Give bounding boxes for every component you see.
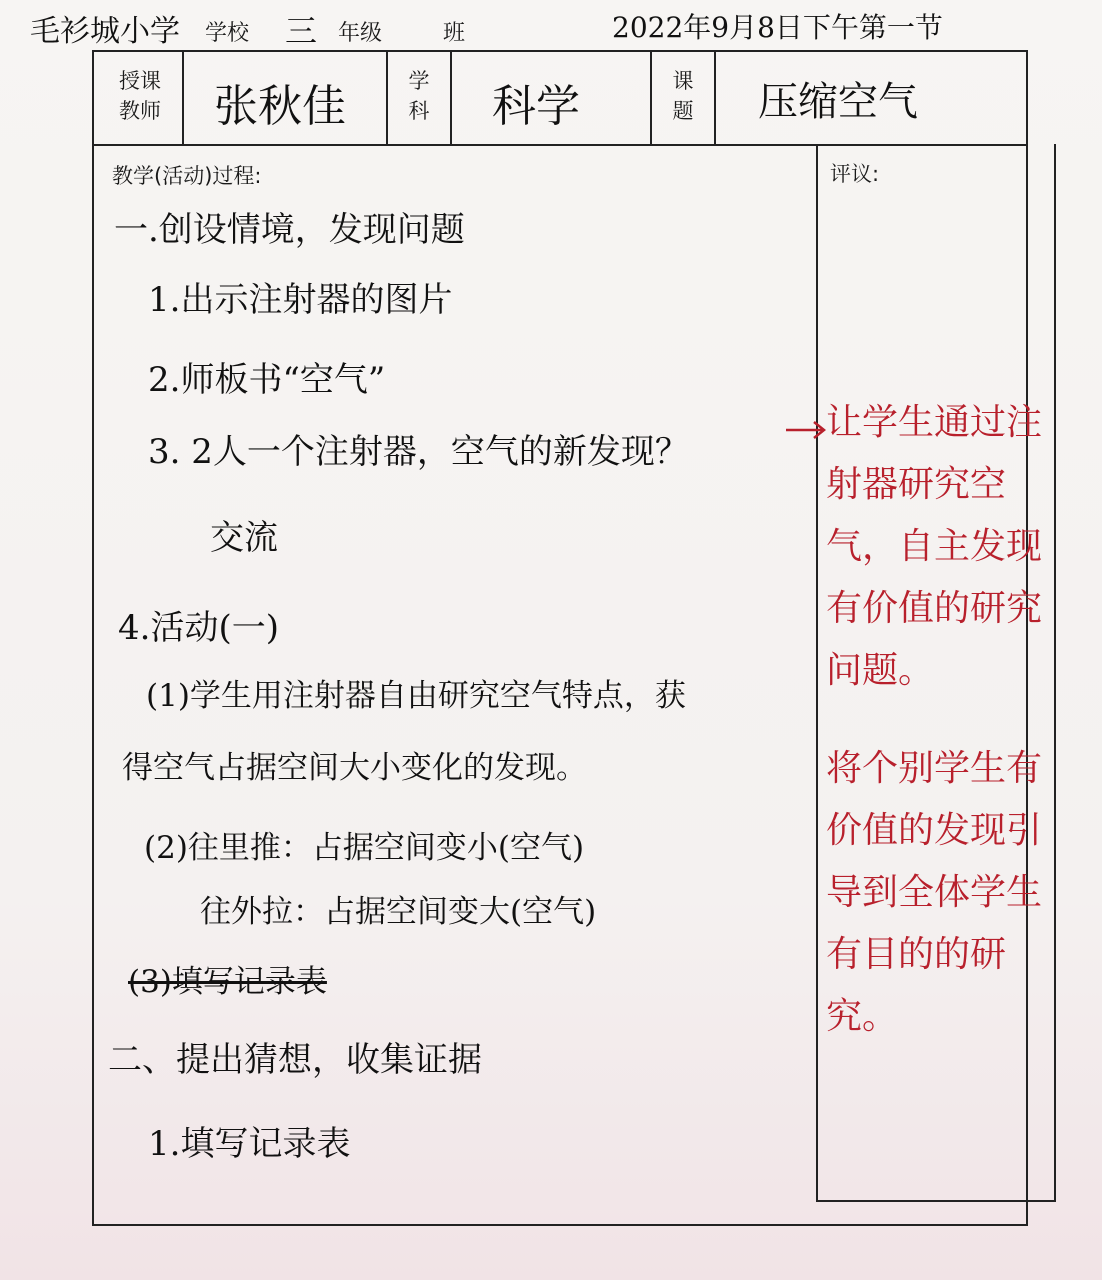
process-line: 1.出示注射器的图片 <box>148 280 453 320</box>
teacher-label: 授课 教师 <box>119 69 161 123</box>
divider <box>450 52 452 144</box>
grade-value: 三 <box>285 12 318 50</box>
process-line: (1)学生用注射器自由研究空气特点，获 <box>146 678 686 714</box>
topic-name: 压缩空气 <box>758 79 918 125</box>
process-line: 得空气占据空间大小变化的发现。 <box>122 750 587 786</box>
class-suffix-label: 班 <box>443 21 466 46</box>
divider <box>650 52 652 144</box>
divider <box>182 52 184 144</box>
topic-label: 课 题 <box>672 69 694 123</box>
process-line: 3. 2人一个注射器，空气的新发现？ <box>148 432 689 472</box>
teacher-name: 张秋佳 <box>214 81 346 132</box>
process-line: 2.师板书“空气” <box>148 360 386 400</box>
comment-label: 评议: <box>830 162 880 186</box>
process-line: 4.活动(一) <box>118 608 279 648</box>
lesson-record-sheet <box>92 50 1043 1226</box>
divider <box>714 52 716 144</box>
lesson-date: 2022年9月8日下午第一节 <box>612 11 943 44</box>
info-row <box>94 52 1026 146</box>
comment-column <box>816 144 1056 1202</box>
process-line: 一.创设情境，发现问题 <box>114 210 465 250</box>
divider <box>386 52 388 144</box>
process-label: 教学(活动)过程: <box>112 164 262 188</box>
process-line: 1.填写记录表 <box>148 1124 351 1164</box>
process-line-struck: (3)填写记录表 <box>128 964 327 1000</box>
process-line: (2)往里推：占据空间变小(空气) <box>144 830 585 866</box>
subject-label: 学 科 <box>408 69 430 123</box>
process-line: 交流 <box>210 518 278 558</box>
school-suffix-label: 学校 <box>205 21 250 46</box>
comment-note-1: 让学生通过注射器研究空气，自主发现有价值的研究问题。 <box>826 402 1043 691</box>
process-line: 往外拉：占据空间变大(空气) <box>200 894 597 930</box>
school-name: 毛衫城小学 <box>30 14 180 49</box>
grade-suffix-label: 年级 <box>338 21 383 46</box>
comment-note-2: 将个别学生有价值的发现引导到全体学生有目的的研究。 <box>826 748 1043 1037</box>
arrow-right-icon <box>784 418 830 442</box>
subject-name: 科学 <box>492 81 580 132</box>
process-line: 二、提出猜想，收集证据 <box>108 1040 482 1080</box>
